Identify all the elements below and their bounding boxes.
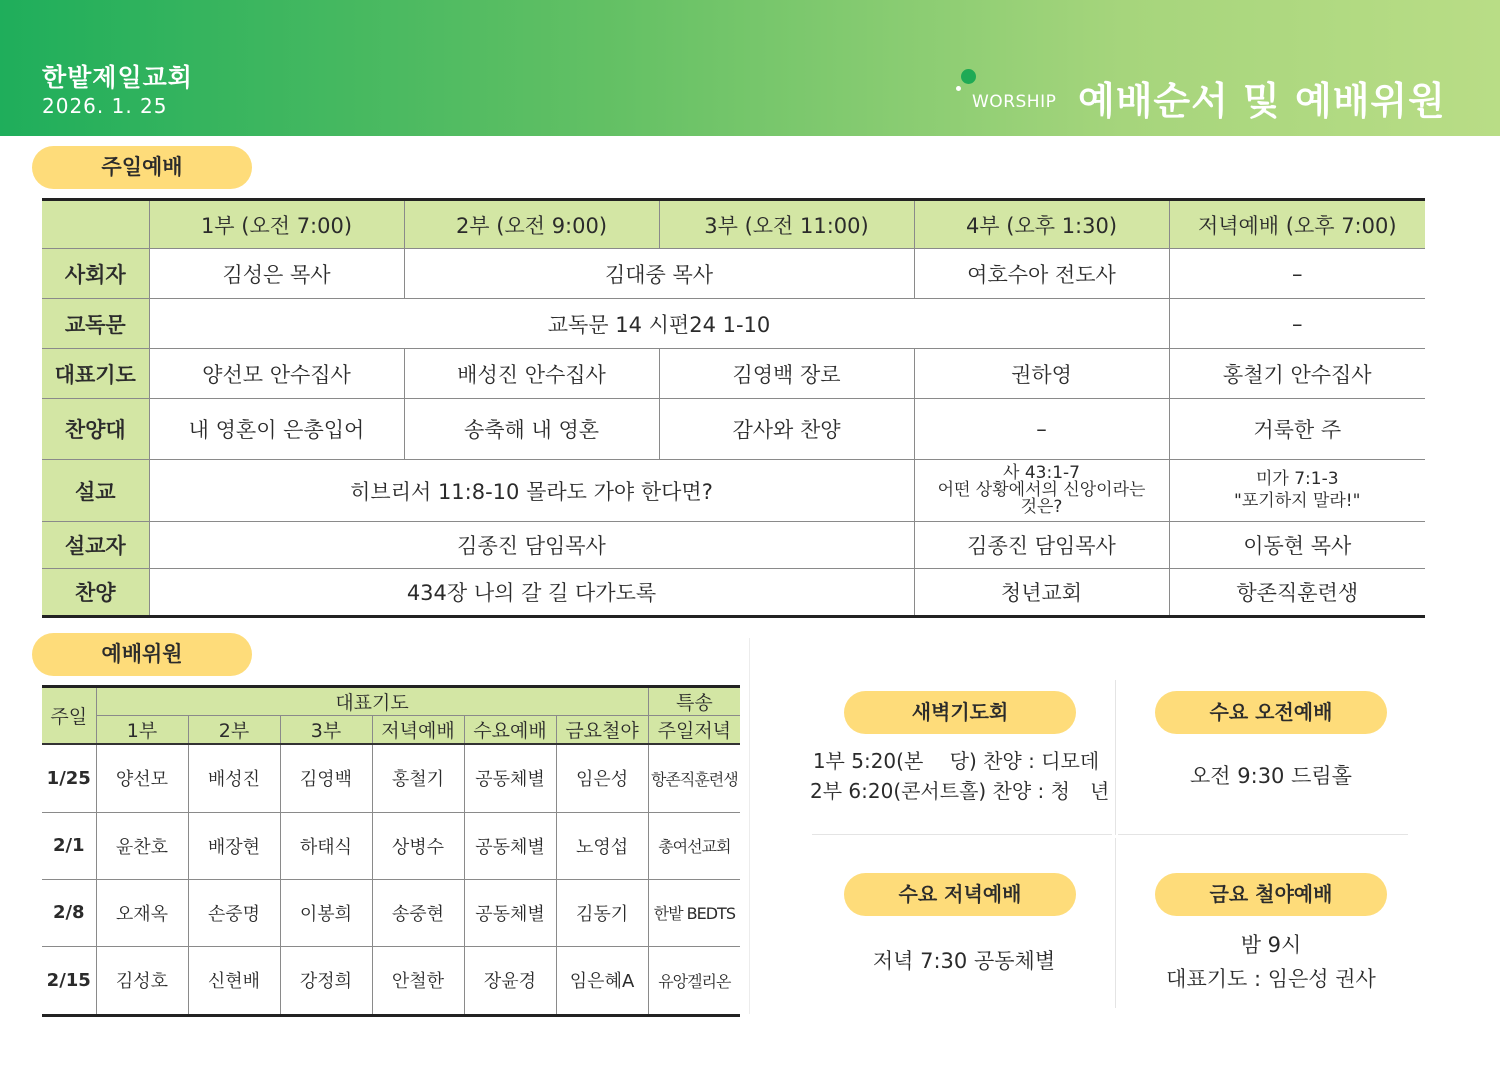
table-cell: 434장 나의 갈 길 다가도록 — [149, 569, 914, 617]
row-header: 설교자 — [42, 522, 149, 569]
table-cell: 이봉희 — [280, 879, 372, 946]
table-cell: – — [1169, 249, 1425, 299]
table-row — [42, 299, 1425, 349]
sermon-reference: 미가 7:1-3 — [1255, 469, 1339, 489]
row-date: 2/1 — [42, 812, 96, 879]
dawn-prayer-info — [810, 746, 1110, 806]
column-header: 2부 — [188, 716, 280, 745]
fri-night-line: 밤 9시 — [1240, 933, 1302, 957]
special-group-header: 특송 — [648, 687, 740, 716]
fri-night-info — [1125, 928, 1417, 996]
table-header-row — [42, 687, 740, 716]
corner-cell — [42, 200, 149, 249]
table-cell: 배장현 — [188, 812, 280, 879]
column-header: 1부 — [96, 716, 188, 745]
table-cell: 배성진 — [188, 744, 280, 812]
sermon-title: "포기하지 말라!" — [1234, 491, 1361, 511]
row-header: 찬양 — [42, 569, 149, 617]
table-cell: 손중명 — [188, 879, 280, 946]
table-cell: 윤찬호 — [96, 812, 188, 879]
panel-divider — [749, 638, 750, 1014]
table-cell: 권하영 — [914, 349, 1169, 399]
white-dot-icon — [956, 86, 961, 91]
column-header: 3부 (오전 11:00) — [659, 200, 914, 249]
table-cell: 김대중 목사 — [404, 249, 914, 299]
table-cell: 배성진 안수집사 — [404, 349, 659, 399]
column-header: 3부 — [280, 716, 372, 745]
fri-night-line: 대표기도 : 임은성 권사 — [1166, 967, 1376, 991]
column-header: 저녁예배 (오후 7:00) — [1169, 200, 1425, 249]
green-dot-icon — [961, 69, 976, 84]
table-row — [42, 249, 1425, 299]
sunday-worship-label: 주일예배 — [32, 146, 252, 189]
table-cell: 내 영혼이 은총입어 — [149, 399, 404, 460]
table-cell: 공동체별 — [464, 744, 556, 812]
wed-evening-info: 저녁 7:30 공동체별 — [872, 949, 1056, 973]
bulletin-date: 2026. 1. 25 — [42, 94, 168, 118]
table-row — [42, 569, 1425, 617]
table-cell: 임은혜A — [556, 946, 648, 1015]
row-date: 2/15 — [42, 946, 96, 1015]
table-cell: 송중현 — [372, 879, 464, 946]
worship-english-label: WORSHIP — [972, 92, 1057, 112]
row-header: 사회자 — [42, 249, 149, 299]
table-cell: 김영백 장로 — [659, 349, 914, 399]
table-cell: 김종진 담임목사 — [149, 522, 914, 569]
table-cell: 김종진 담임목사 — [914, 522, 1169, 569]
table-cell: 거룩한 주 — [1169, 399, 1425, 460]
table-cell: 한밭 BEDTS — [648, 879, 740, 946]
table-cell: – — [914, 399, 1169, 460]
row-header: 설교 — [42, 460, 149, 522]
table-cell: 김성은 목사 — [149, 249, 404, 299]
wed-morning-info: 오전 9:30 드림홀 — [1190, 764, 1352, 788]
table-row — [42, 744, 740, 812]
dawn-prayer-line: 2부 6:20(콘서트홀) 찬양 : 청 년 — [810, 779, 1110, 803]
page-title: 예배순서 및 예배위원 — [1078, 79, 1446, 123]
table-cell: 공동체별 — [464, 812, 556, 879]
grid-divider — [1118, 834, 1408, 835]
table-cell: 양선모 — [96, 744, 188, 812]
table-cell: 김영백 — [280, 744, 372, 812]
table-cell: 청년교회 — [914, 569, 1169, 617]
column-header: 금요철야 — [556, 716, 648, 745]
table-cell: 하태식 — [280, 812, 372, 879]
grid-divider — [812, 834, 1112, 835]
table-row — [42, 812, 740, 879]
table-cell: 유앙겔리온 — [648, 946, 740, 1015]
row-date: 1/25 — [42, 744, 96, 812]
row-header: 교독문 — [42, 299, 149, 349]
table-cell: 양선모 안수집사 — [149, 349, 404, 399]
table-cell: 히브리서 11:8-10 몰라도 가야 한다면? — [149, 460, 914, 522]
table-cell: 김성호 — [96, 946, 188, 1015]
table-header-row — [42, 200, 1425, 249]
row-header: 찬양대 — [42, 399, 149, 460]
wed-evening-label: 수요 저녁예배 — [844, 873, 1076, 916]
worship-members-table — [42, 685, 740, 1017]
column-header: 수요예배 — [464, 716, 556, 745]
table-cell: 여호수아 전도사 — [914, 249, 1169, 299]
table-cell: 노영섭 — [556, 812, 648, 879]
table-cell — [1169, 460, 1425, 522]
wed-morning-label: 수요 오전예배 — [1155, 691, 1387, 734]
table-cell: 장윤경 — [464, 946, 556, 1015]
table-cell: 송축해 내 영혼 — [404, 399, 659, 460]
column-header: 2부 (오전 9:00) — [404, 200, 659, 249]
church-name: 한밭제일교회 — [42, 63, 193, 92]
column-header: 1부 (오전 7:00) — [149, 200, 404, 249]
page-header — [0, 0, 1500, 136]
dawn-prayer-label: 새벽기도회 — [844, 691, 1076, 734]
worship-members-label: 예배위원 — [32, 633, 252, 676]
column-header: 저녁예배 — [372, 716, 464, 745]
table-cell: 홍철기 — [372, 744, 464, 812]
table-cell: 홍철기 안수집사 — [1169, 349, 1425, 399]
table-cell: 이동현 목사 — [1169, 522, 1425, 569]
table-cell: 김동기 — [556, 879, 648, 946]
row-date: 2/8 — [42, 879, 96, 946]
table-cell: 교독문 14 시편24 1-10 — [149, 299, 1169, 349]
grid-divider — [1115, 838, 1116, 1008]
table-cell: – — [1169, 299, 1425, 349]
table-row — [42, 349, 1425, 399]
sermon-title: 어떤 상황에서의 신앙이라는 — [937, 480, 1146, 500]
table-cell: 신현배 — [188, 946, 280, 1015]
fri-night-label: 금요 철야예배 — [1155, 873, 1387, 916]
table-cell: 항존직훈련생 — [1169, 569, 1425, 617]
table-row — [42, 522, 1425, 569]
grid-divider — [1115, 680, 1116, 835]
sermon-reference: 사 43:1-7 — [1003, 463, 1080, 483]
table-cell: 강정희 — [280, 946, 372, 1015]
dawn-prayer-line: 1부 5:20(본 당) 찬양 : 디모데 — [812, 749, 1100, 773]
column-header: 주일저녁 — [648, 716, 740, 745]
row-header: 대표기도 — [42, 349, 149, 399]
table-cell: 오재옥 — [96, 879, 188, 946]
prayer-group-header: 대표기도 — [96, 687, 648, 716]
column-header: 4부 (오후 1:30) — [914, 200, 1169, 249]
table-cell: 공동체별 — [464, 879, 556, 946]
table-row — [42, 879, 740, 946]
table-cell: 총여선교회 — [648, 812, 740, 879]
week-header: 주일 — [42, 687, 96, 745]
sunday-worship-table — [42, 198, 1425, 618]
table-cell: 감사와 찬양 — [659, 399, 914, 460]
table-cell: 안철한 — [372, 946, 464, 1015]
table-row — [42, 399, 1425, 460]
sermon-title: 것은? — [1020, 497, 1063, 517]
table-cell: 항존직훈련생 — [648, 744, 740, 812]
table-cell: 상병수 — [372, 812, 464, 879]
table-cell: 임은성 — [556, 744, 648, 812]
table-row — [42, 946, 740, 1015]
table-row — [42, 460, 1425, 522]
table-header-row — [42, 716, 740, 745]
table-cell — [914, 460, 1169, 522]
